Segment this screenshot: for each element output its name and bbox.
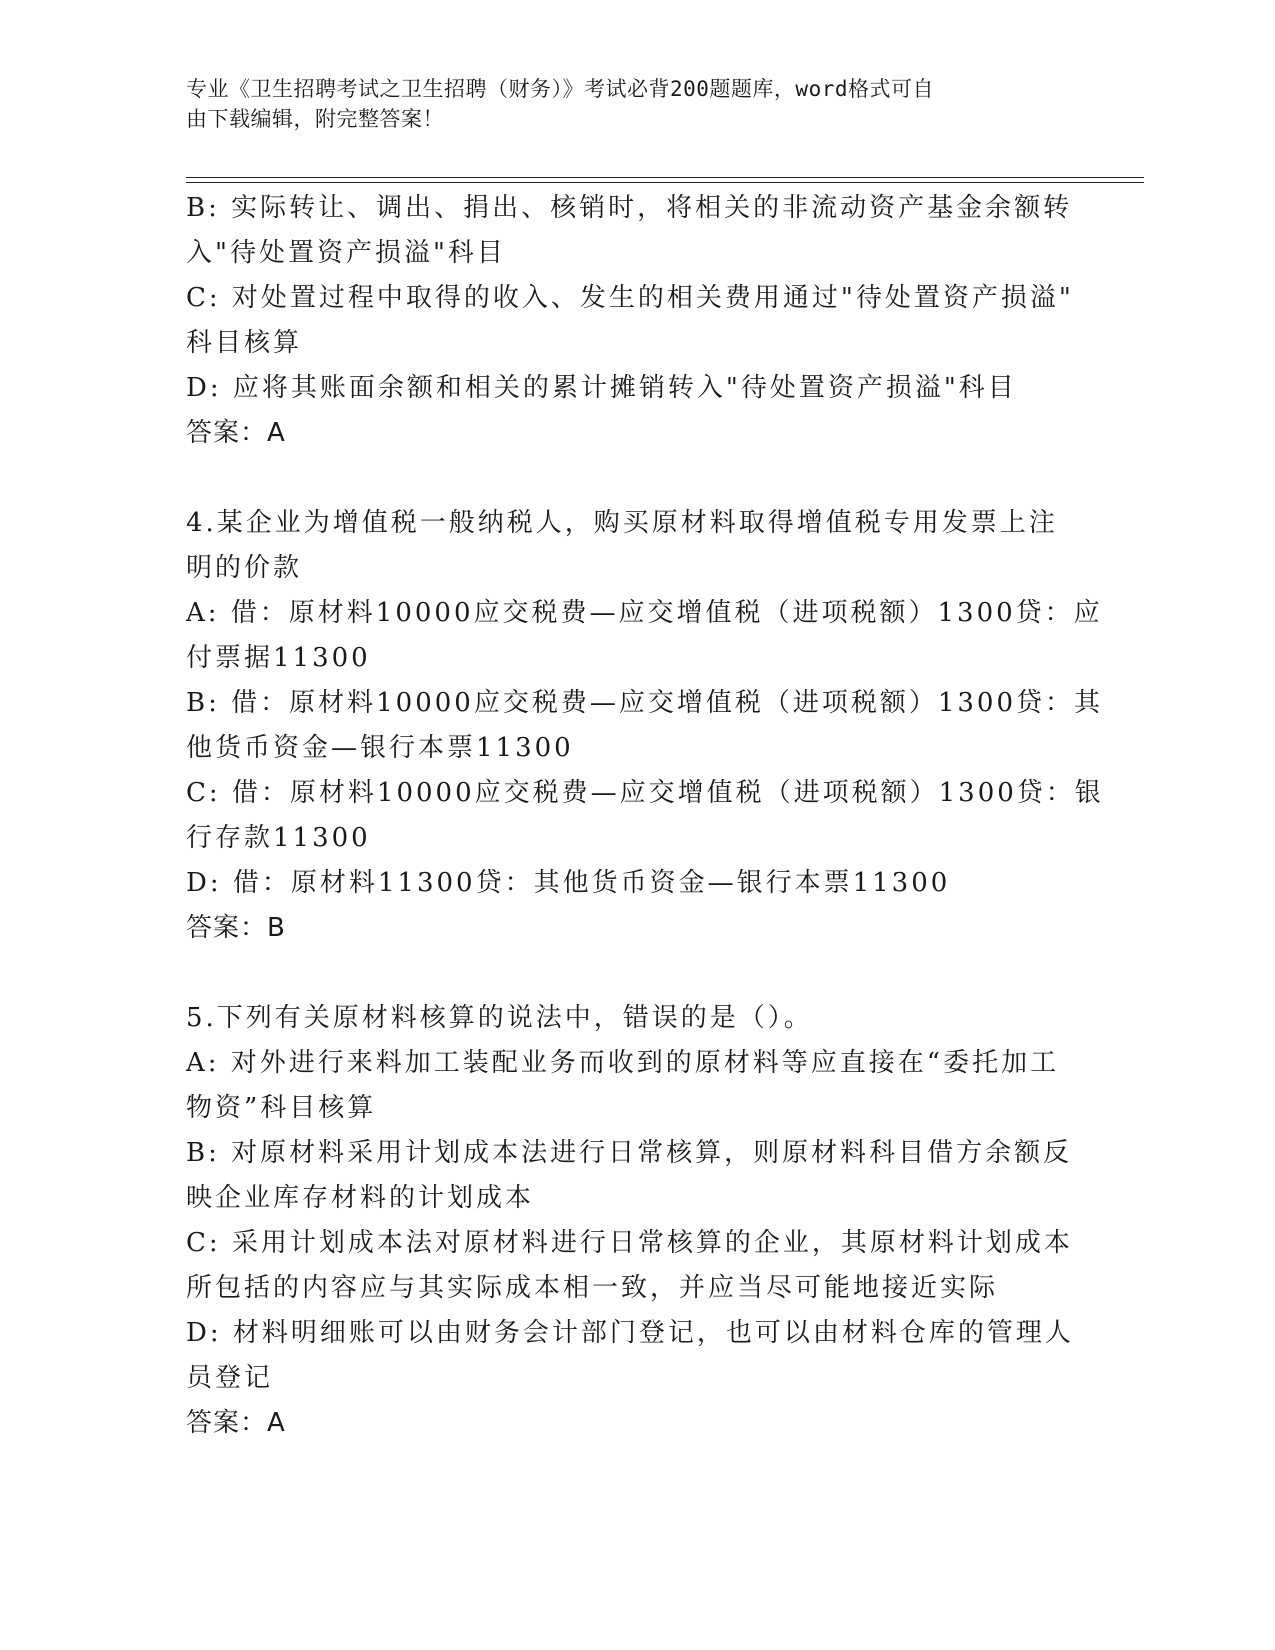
option-a-line-2: 物资”科目核算 (186, 1093, 377, 1123)
option-c-line-1: C: 采用计划成本法对原材料进行日常核算的企业，其原材料计划成本 (186, 1228, 1073, 1258)
header-rule-top (186, 177, 1144, 178)
spacer (186, 456, 1086, 501)
option-b-line-2: 入"待处置资产损溢"科目 (186, 238, 506, 268)
option-b-line-2: 映企业库存材料的计划成本 (186, 1183, 535, 1213)
question-3-continued (186, 186, 1086, 456)
question-5 (186, 996, 1086, 1446)
spacer (186, 951, 1086, 996)
header-rule-bottom (186, 182, 1144, 183)
option-c-line-2: 行存款11300 (186, 823, 371, 853)
option-a-line-1: A: 对外进行来料加工装配业务而收到的原材料等应直接在“委托加工 (186, 1048, 1060, 1078)
question-stem-line-1: 4.某企业为增值税一般纳税人，购买原材料取得增值税专用发票上注 (186, 508, 1058, 538)
header-line-1: 专业《卫生招聘考试之卫生招聘（财务）》考试必背200题题库，word格式可自 (186, 77, 934, 101)
answer-label: 答案：B (186, 913, 286, 943)
option-b-line-2: 他货币资金—银行本票11300 (186, 733, 574, 763)
option-d-line-2: 员登记 (186, 1363, 274, 1393)
option-c-line-1: C: 借：原材料10000应交税费—应交增值税（进项税额）1300贷：银 (186, 778, 1104, 808)
option-d-line-1: D: 应将其账面余额和相关的累计摊销转入"待处置资产损溢"科目 (186, 373, 1017, 403)
question-stem-line-2: 明的价款 (186, 553, 303, 583)
header-line-2: 由下载编辑，附完整答案！ (186, 107, 444, 131)
question-4 (186, 501, 1104, 951)
option-c-line-1: C: 对处置过程中取得的收入、发生的相关费用通过"待处置资产损溢" (186, 283, 1074, 313)
option-b-line-1: B: 对原材料采用计划成本法进行日常核算，则原材料科目借方余额反 (186, 1138, 1073, 1168)
option-d-line-1: D: 材料明细账可以由财务会计部门登记，也可以由材料仓库的管理人 (186, 1318, 1074, 1348)
option-b-line-1: B: 实际转让、调出、捐出、核销时，将相关的非流动资产基金余额转 (186, 193, 1073, 223)
answer-label: 答案：A (186, 418, 286, 448)
option-c-line-2: 所包括的内容应与其实际成本相一致，并应当尽可能地接近实际 (186, 1273, 999, 1303)
option-a-line-2: 付票据11300 (186, 643, 371, 673)
document-body (186, 186, 1104, 1446)
option-a-line-1: A: 借：原材料10000应交税费—应交增值税（进项税额）1300贷：应 (186, 598, 1103, 628)
document-header (186, 74, 1066, 134)
option-b-line-1: B: 借：原材料10000应交税费—应交增值税（进项税额）1300贷：其 (186, 688, 1104, 718)
option-d-line-1: D: 借：原材料11300贷：其他货币资金—银行本票11300 (186, 868, 951, 898)
question-stem-line-1: 5.下列有关原材料核算的说法中，错误的是（）。 (186, 1003, 813, 1033)
answer-label: 答案：A (186, 1408, 286, 1438)
option-c-line-2: 科目核算 (186, 328, 303, 358)
